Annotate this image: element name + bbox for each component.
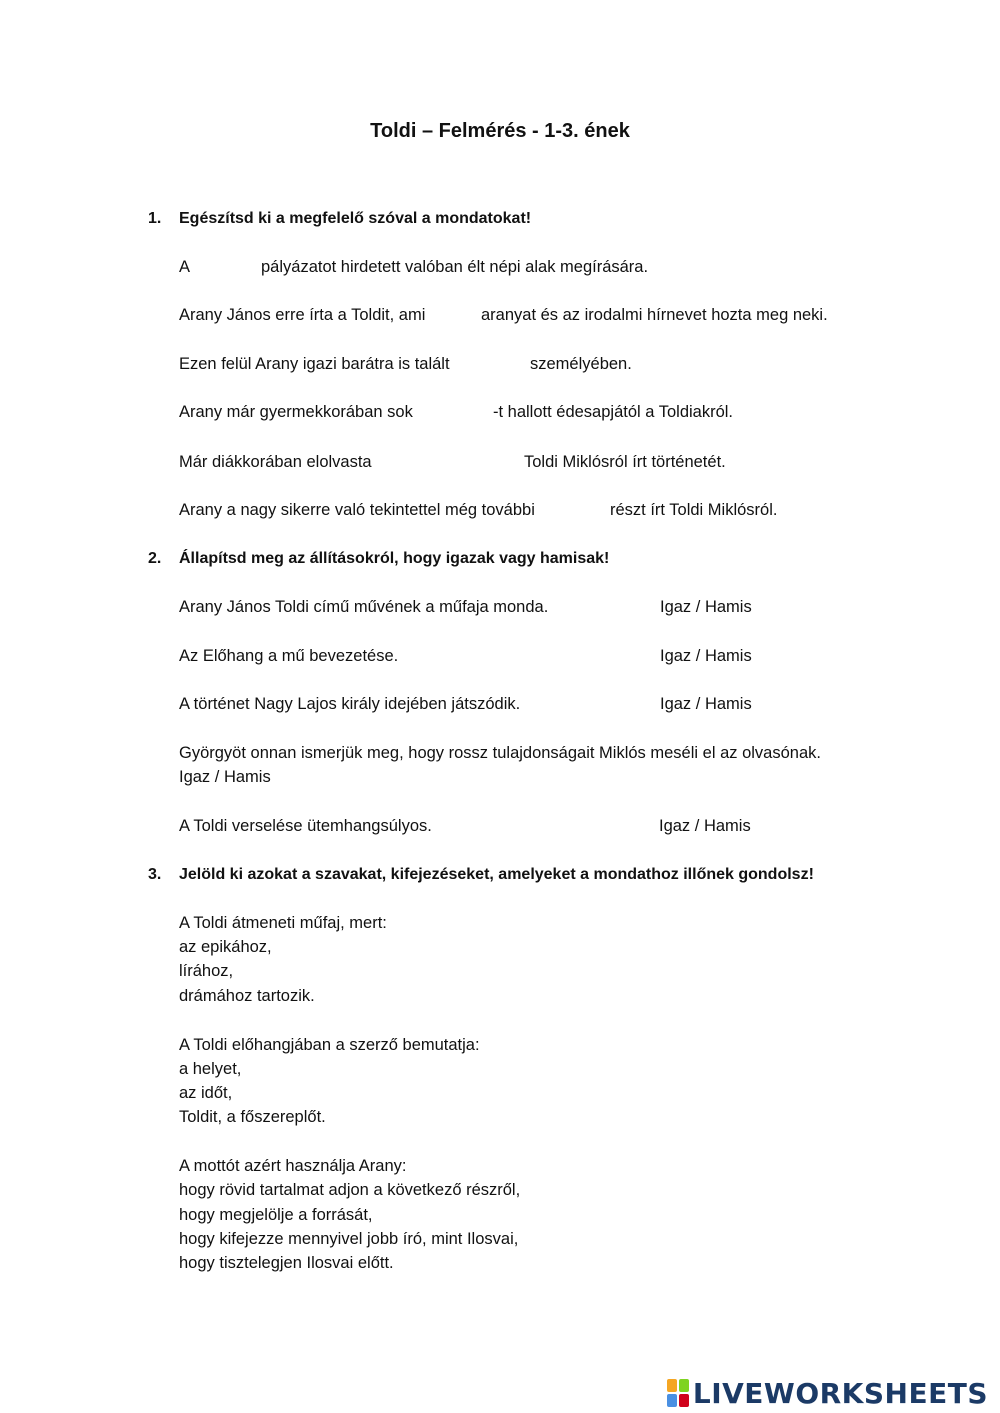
logo-blocks-icon [667,1379,689,1407]
q1-line-6-start: Arany a nagy sikerre való tekintettel még további [179,501,535,519]
q3-group-2-option-2[interactable]: az időt, [179,1084,233,1102]
q3-group-3-option-3[interactable]: hogy kifejezze mennyivel jobb író, mint Ilosvai, [179,1230,519,1248]
q2-answer-4[interactable]: Igaz / Hamis [179,768,271,786]
q2-statement-1: Arany János Toldi című művének a műfaja monda. [179,598,549,616]
q3-group-3-stem: A mottót azért használja Arany: [179,1157,407,1175]
q2-instruction: Állapítsd meg az állításokról, hogy igazak vagy hamisak! [179,550,610,567]
q2-answer-2[interactable]: Igaz / Hamis [660,647,752,665]
q1-line-1-start: A [179,258,191,276]
q2-answer-3[interactable]: Igaz / Hamis [660,695,752,713]
q1-instruction: Egészítsd ki a megfelelő szóval a mondatokat! [179,210,532,227]
q2-statement-3: A történet Nagy Lajos király idejében játszódik. [179,695,521,713]
q1-line-5-start: Már diákkorában elolvasta [179,453,372,471]
q3-group-2-stem: A Toldi előhangjában a szerző bemutatja: [179,1036,480,1054]
q3-group-1-option-2[interactable]: lírához, [179,962,234,980]
q3-group-2-option-1[interactable]: a helyet, [179,1060,242,1078]
q1-line-4-start: Arany már gyermekkorában sok [179,403,413,421]
q1-line-4-end: -t hallott édesapjától a Toldiakról. [493,403,734,421]
q3-group-3-option-4[interactable]: hogy tisztelegjen Ilosvai előtt. [179,1254,394,1272]
liveworksheets-logo [667,1376,988,1410]
q3-group-1-option-3[interactable]: drámához tartozik. [179,987,315,1005]
q2-statement-4: Györgyöt onnan ismerjük meg, hogy rossz tulajdonságait Miklós meséli el az olvasónak. [179,744,821,762]
logo-block [679,1379,689,1392]
q3-group-2-option-3[interactable]: Toldit, a főszereplőt. [179,1108,326,1126]
q1-line-3-start: Ezen felül Arany igazi barátra is talált [179,355,450,373]
q2-answer-1[interactable]: Igaz / Hamis [660,598,752,616]
q2-number: 2. [148,550,162,567]
q2-statement-5: A Toldi verselése ütemhangsúlyos. [179,817,432,835]
page-title: Toldi – Felmérés - 1-3. ének [370,120,630,142]
q3-group-3-option-1[interactable]: hogy rövid tartalmat adjon a következő részről, [179,1181,521,1199]
q3-group-1-stem: A Toldi átmeneti műfaj, mert: [179,914,387,932]
q1-line-2-end: aranyat és az irodalmi hírnevet hozta meg neki. [481,306,828,324]
q1-line-3-end: személyében. [530,355,632,373]
q1-line-1-end: pályázatot hirdetett valóban élt népi alak megírására. [261,258,649,276]
q3-instruction: Jelöld ki azokat a szavakat, kifejezéseket, amelyeket a mondathoz illőnek gondolsz! [179,866,814,883]
logo-block [667,1394,677,1407]
q1-line-2-start: Arany János erre írta a Toldit, ami [179,306,426,324]
q2-statement-2: Az Előhang a mű bevezetése. [179,647,399,665]
logo-block [679,1394,689,1407]
q3-group-3-option-2[interactable]: hogy megjelölje a forrását, [179,1206,373,1224]
q1-line-5-end: Toldi Miklósról írt történetét. [524,453,726,471]
q2-answer-5[interactable]: Igaz / Hamis [659,817,751,835]
q3-number: 3. [148,866,162,883]
q1-number: 1. [148,210,162,227]
logo-text: LIVEWORKSHEETS [692,1376,988,1410]
q3-group-1-option-1[interactable]: az epikához, [179,938,272,956]
q1-line-6-end: részt írt Toldi Miklósról. [610,501,778,519]
logo-block [667,1379,677,1392]
